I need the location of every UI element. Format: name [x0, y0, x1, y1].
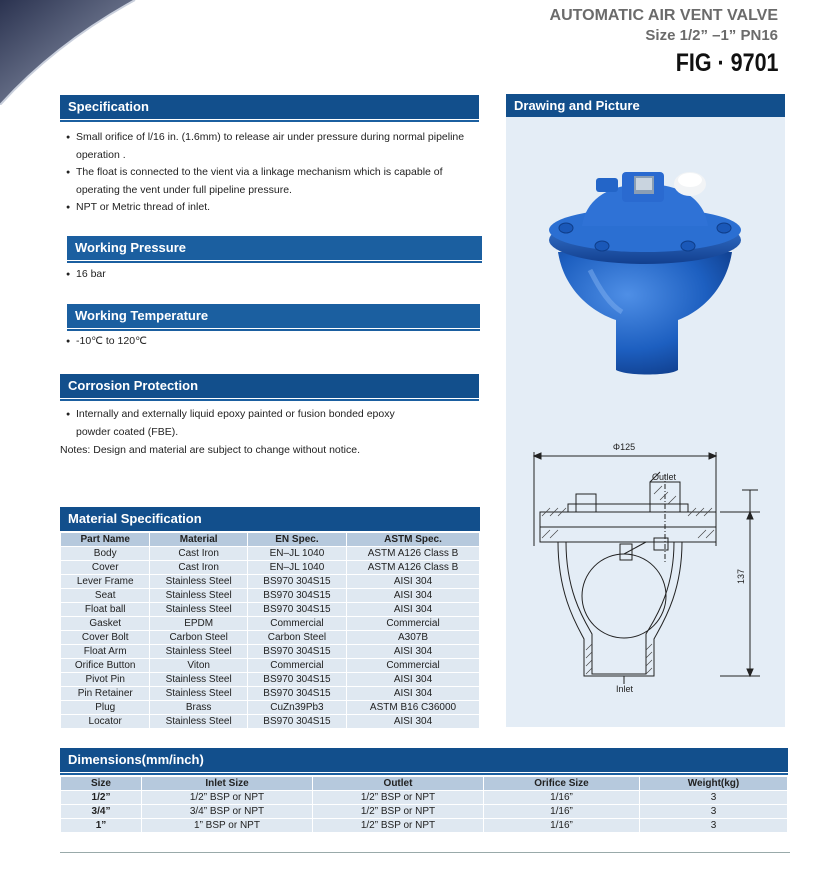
dimensions-table [60, 776, 788, 833]
table-cell: Stainless Steel [150, 589, 247, 603]
table-cell: AISI 304 [347, 715, 480, 729]
working-pressure-value: ● 16 bar [60, 266, 106, 284]
dimensions-body [61, 791, 788, 833]
table-cell: 1/16” [484, 791, 640, 805]
table-cell: Orifice Button [61, 659, 150, 673]
table-cell: Float Arm [61, 645, 150, 659]
table-cell: Gasket [61, 617, 150, 631]
column-header: Part Name [61, 533, 150, 547]
technical-drawing [528, 434, 778, 704]
table-cell: Stainless Steel [150, 645, 247, 659]
table-cell: Seat [61, 589, 150, 603]
table-cell: 3 [640, 791, 788, 805]
table-cell: BS970 304S15 [247, 645, 346, 659]
working-temperature-heading: Working Temperature [67, 304, 480, 328]
table-cell: BS970 304S15 [247, 715, 346, 729]
table-row [61, 617, 480, 631]
table-cell: Cover Bolt [61, 631, 150, 645]
drawing-heading: Drawing and Picture [506, 94, 785, 118]
column-header: Material [150, 533, 247, 547]
table-cell: 1/2” BSP or NPT [313, 819, 484, 833]
corrosion-list [60, 406, 480, 441]
table-row [61, 687, 480, 701]
table-cell: Commercial [347, 659, 480, 673]
table-header-row [61, 777, 788, 791]
table-cell: Commercial [247, 659, 346, 673]
table-cell: AISI 304 [347, 589, 480, 603]
table-row [61, 805, 788, 819]
working-pressure-heading: Working Pressure [67, 236, 482, 260]
table-row [61, 603, 480, 617]
table-cell: Locator [61, 715, 150, 729]
corrosion-line-continued: powder coated (FBE). [76, 425, 179, 438]
table-cell: BS970 304S15 [247, 575, 346, 589]
figure-number: FIG · 9701 [675, 49, 778, 77]
table-cell: BS970 304S15 [247, 687, 346, 701]
table-cell: 1/2” BSP or NPT [313, 791, 484, 805]
working-temperature-list [60, 333, 147, 351]
table-row [61, 645, 480, 659]
spec-item: ● Small orifice of l/16 in. (1.6mm) to release air under pressure during normal pipeline [60, 129, 480, 147]
table-cell: Lever Frame [61, 575, 150, 589]
table-cell: EPDM [150, 617, 247, 631]
table-cell: 1/2” BSP or NPT [313, 805, 484, 819]
table-cell: Carbon Steel [247, 631, 346, 645]
table-cell: 3 [640, 805, 788, 819]
drawing-outlet-label: Outlet [652, 472, 677, 482]
spec-item-continued: operating the vent under full pipeline pressure. [76, 183, 292, 196]
table-cell: ASTM A126 Class B [347, 547, 480, 561]
material-spec-table [60, 532, 480, 729]
spec-item-continued: operation . [76, 148, 126, 161]
table-cell: 3/4” [61, 805, 142, 819]
table-row [61, 659, 480, 673]
table-row [61, 575, 480, 589]
table-cell: Stainless Steel [150, 673, 247, 687]
table-cell: AISI 304 [347, 575, 480, 589]
table-row [61, 589, 480, 603]
drawing-width-label: Φ125 [612, 442, 636, 452]
table-cell: Pivot Pin [61, 673, 150, 687]
table-cell: Body [61, 547, 150, 561]
footer-divider [60, 852, 790, 853]
column-header: Weight(kg) [640, 777, 788, 791]
table-cell: Plug [61, 701, 150, 715]
table-cell: Cast Iron [150, 547, 247, 561]
table-cell: A307B [347, 631, 480, 645]
column-header: Outlet [313, 777, 484, 791]
table-cell: 3 [640, 819, 788, 833]
table-row [61, 631, 480, 645]
table-cell: Cast Iron [150, 561, 247, 575]
table-header-row [61, 533, 480, 547]
table-row [61, 715, 480, 729]
table-row [61, 701, 480, 715]
table-cell: Brass [150, 701, 247, 715]
spec-item: ● NPT or Metric thread of inlet. [60, 199, 480, 217]
specification-list [60, 129, 480, 217]
table-cell: Pin Retainer [61, 687, 150, 701]
material-spec-body [61, 547, 480, 729]
table-cell: Cover [61, 561, 150, 575]
table-cell: EN–JL 1040 [247, 561, 346, 575]
table-cell: Commercial [347, 617, 480, 631]
document-title: AUTOMATIC AIR VENT VALVE [549, 7, 778, 24]
table-cell: Float ball [61, 603, 150, 617]
table-cell: BS970 304S15 [247, 589, 346, 603]
table-row [61, 791, 788, 805]
column-header: Orifice Size [484, 777, 640, 791]
valve-photo [530, 160, 760, 382]
document-subtitle: Size 1/2” –1” PN16 [645, 27, 778, 44]
table-cell: 1/2” BSP or NPT [142, 791, 313, 805]
table-row [61, 819, 788, 833]
table-row [61, 673, 480, 687]
table-cell: CuZn39Pb3 [247, 701, 346, 715]
table-cell: Commercial [247, 617, 346, 631]
table-cell: Stainless Steel [150, 687, 247, 701]
corrosion-line: ● Internally and externally liquid epoxy painted or fusion bonded epoxy [60, 406, 480, 424]
table-cell: ASTM A126 Class B [347, 561, 480, 575]
material-spec-heading: Material Specification [60, 507, 480, 531]
table-cell: Stainless Steel [150, 603, 247, 617]
table-cell: Stainless Steel [150, 715, 247, 729]
column-header: ASTM Spec. [347, 533, 480, 547]
table-cell: 1/16” [484, 805, 640, 819]
working-temperature-value: ● -10℃ to 120℃ [60, 333, 147, 351]
table-cell: Viton [150, 659, 247, 673]
table-row [61, 561, 480, 575]
table-cell: 1/16” [484, 819, 640, 833]
specification-heading: Specification [60, 95, 479, 119]
table-cell: ASTM B16 C36000 [347, 701, 480, 715]
dimensions-heading: Dimensions(mm/inch) [60, 748, 788, 772]
column-header: Size [61, 777, 142, 791]
spec-item: ● The float is connected to the vient via a linkage mechanism which is capable of [60, 164, 480, 182]
table-cell: AISI 304 [347, 645, 480, 659]
table-cell: 1/2” [61, 791, 142, 805]
notes: Notes: Design and material are subject to change without notice. [60, 444, 361, 456]
table-cell: 1” [61, 819, 142, 833]
drawing-height-label: 137 [736, 568, 746, 584]
table-cell: Carbon Steel [150, 631, 247, 645]
table-cell: AISI 304 [347, 687, 480, 701]
table-cell: AISI 304 [347, 603, 480, 617]
table-cell: EN–JL 1040 [247, 547, 346, 561]
drawing-inlet-label: Inlet [616, 684, 634, 694]
table-cell: Stainless Steel [150, 575, 247, 589]
column-header: Inlet Size [142, 777, 313, 791]
table-cell: 3/4” BSP or NPT [142, 805, 313, 819]
table-row [61, 547, 480, 561]
table-cell: 1” BSP or NPT [142, 819, 313, 833]
column-header: EN Spec. [247, 533, 346, 547]
table-cell: BS970 304S15 [247, 673, 346, 687]
corrosion-heading: Corrosion Protection [60, 374, 479, 398]
working-pressure-list [60, 266, 106, 284]
corner-decoration [0, 0, 150, 105]
table-cell: AISI 304 [347, 673, 480, 687]
table-cell: BS970 304S15 [247, 603, 346, 617]
